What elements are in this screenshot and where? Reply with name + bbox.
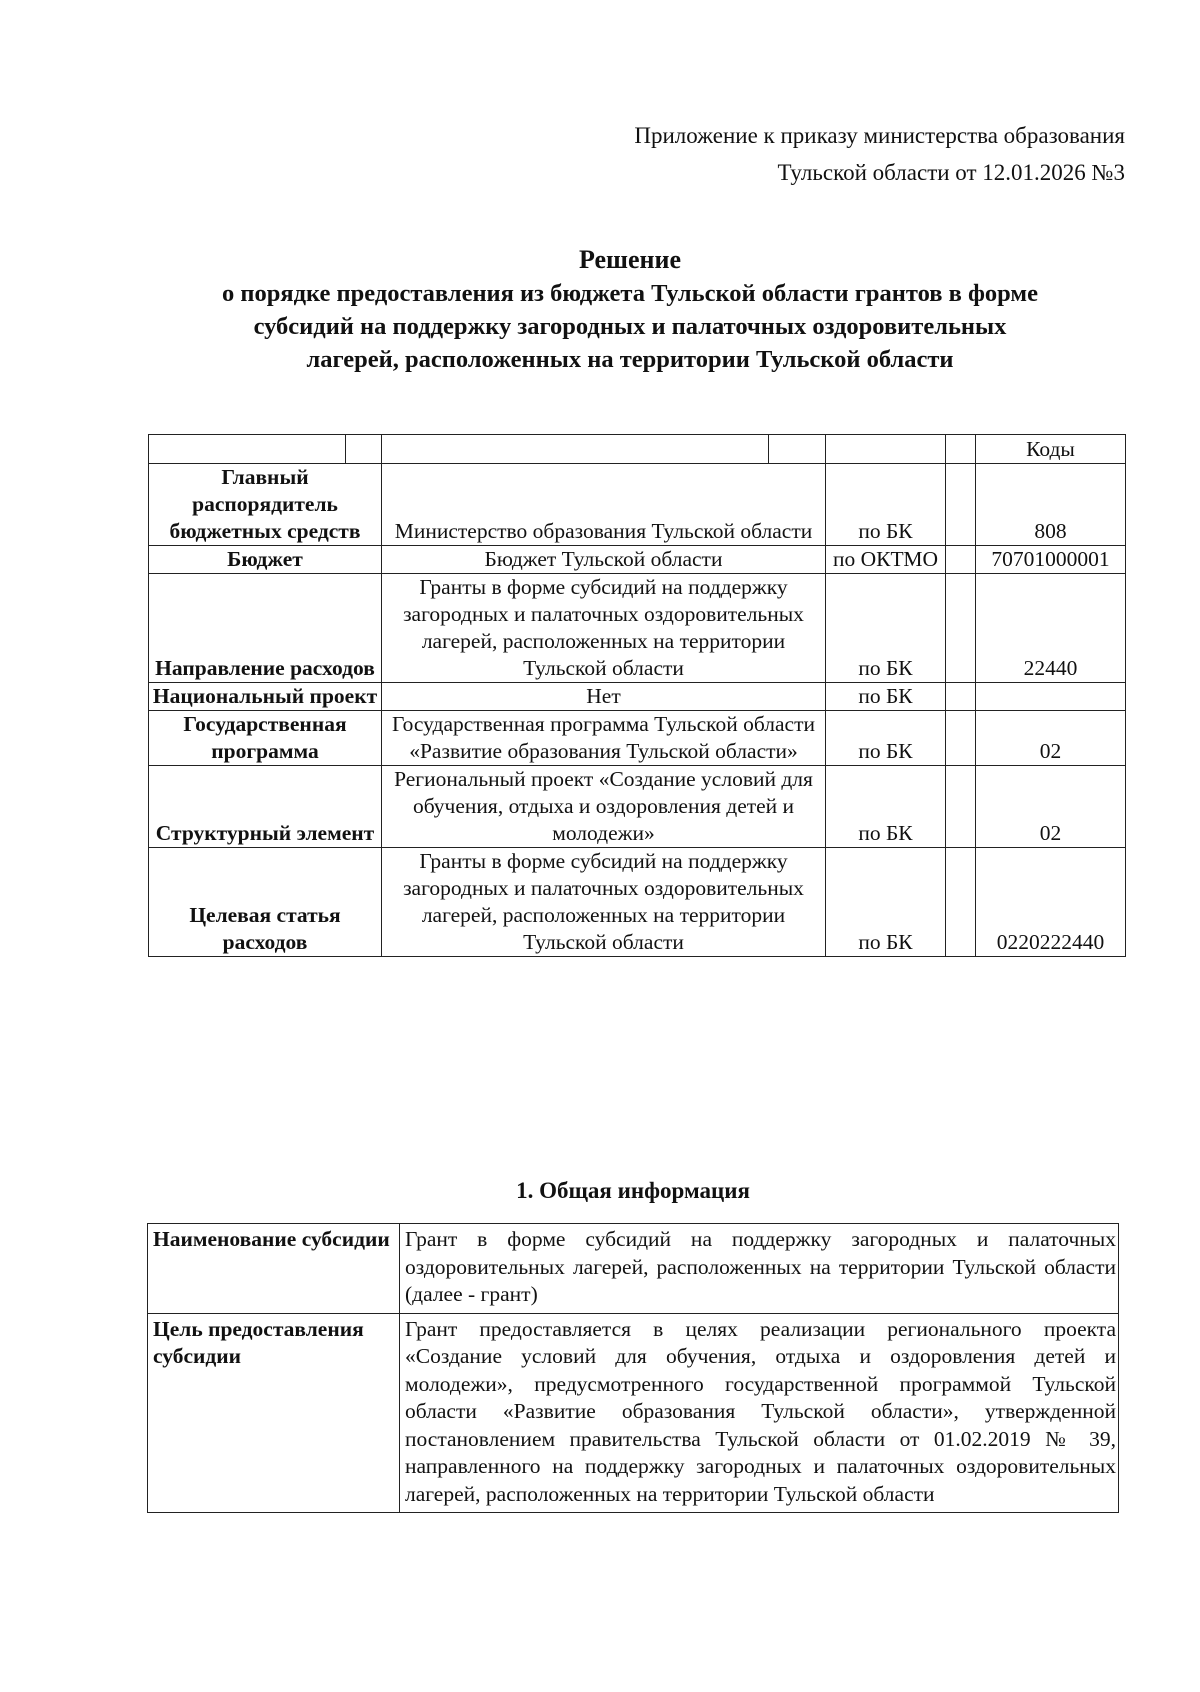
row-label: Бюджет: [149, 546, 382, 574]
codes-header: Коды: [976, 435, 1126, 464]
row-code: 22440: [976, 574, 1126, 683]
row-label: Целевая статья расходов: [149, 848, 382, 957]
appendix-header-line-2: Тульской области от 12.01.2026 №3: [777, 160, 1125, 185]
codes-header-row: [149, 435, 1126, 464]
row-label: Цель предоставления субсидии: [148, 1313, 400, 1513]
row-value: Региональный проект «Создание условий для обучения, отдыха и оздоровления детей и молодежи»: [382, 766, 826, 848]
row-label: Национальный проект: [149, 683, 382, 711]
row-code: 808: [976, 464, 1126, 546]
row-value: Грант в форме субсидий на поддержку загородных и палаточных оздоровительных лагерей, расположенных на территории Тульской области (далее - грант): [400, 1224, 1119, 1314]
table-row: [149, 683, 1126, 711]
table-row: [148, 1224, 1119, 1314]
row-label: Наименование субсидии: [148, 1224, 400, 1314]
row-value: Гранты в форме субсидий на поддержку загородных и палаточных оздоровительных лагерей, расположенных на территории Тульской области: [382, 574, 826, 683]
row-classifier: по БК: [826, 711, 946, 766]
row-value: Бюджет Тульской области: [382, 546, 826, 574]
document-title: [100, 243, 1160, 376]
row-label: Направление расходов: [149, 574, 382, 683]
row-value: Гранты в форме субсидий на поддержку загородных и палаточных оздоровительных лагерей, расположенных на территории Тульской области: [382, 848, 826, 957]
row-code: 70701000001: [976, 546, 1126, 574]
row-classifier: по БК: [826, 574, 946, 683]
row-classifier: по БК: [826, 848, 946, 957]
row-code: 0220222440: [976, 848, 1126, 957]
row-value: Грант предоставляется в целях реализации регионального проекта «Создание условий для обучения, отдыха и оздоровления детей и молодежи», предусмотренного государственной программой Тульской области «Развитие образования Тульской области», утвержденной постановлением правительства Тульской области от 01.02.2019 № 39, направленного на поддержку загородных и палаточных оздоровительных лагерей, расположенных на территории Тульской области: [400, 1313, 1119, 1513]
row-code: 02: [976, 766, 1126, 848]
row-code: [976, 683, 1126, 711]
title-line-3: лагерей, расположенных на территории Тульской области: [306, 346, 954, 373]
row-value: Министерство образования Тульской области: [382, 464, 826, 546]
row-classifier: по БК: [826, 464, 946, 546]
table-row: [149, 574, 1126, 683]
row-label: Структурный элемент: [149, 766, 382, 848]
general-info-table: [147, 1223, 1119, 1513]
row-label: Главный распорядитель бюджетных средств: [149, 464, 382, 546]
table-row: [149, 464, 1126, 546]
row-classifier: по БК: [826, 766, 946, 848]
appendix-header-line-1: Приложение к приказу министерства образования: [634, 123, 1125, 148]
section-title: 1. Общая информация: [516, 1178, 750, 1203]
table-row: [148, 1313, 1119, 1513]
row-classifier: по ОКТМО: [826, 546, 946, 574]
title-line-1: о порядке предоставления из бюджета Тульской области грантов в форме: [222, 280, 1038, 307]
row-code: 02: [976, 711, 1126, 766]
table-row: [149, 848, 1126, 957]
table-row: [149, 711, 1126, 766]
title-main: Решение: [578, 245, 682, 274]
table-row: [149, 766, 1126, 848]
title-line-2: субсидий на поддержку загородных и палаточных оздоровительных: [253, 313, 1007, 340]
row-value: Государственная программа Тульской области «Развитие образования Тульской области»: [382, 711, 826, 766]
row-label: Государственная программа: [149, 711, 382, 766]
codes-table: [148, 434, 1126, 957]
table-row: [149, 546, 1126, 574]
row-classifier: по БК: [826, 683, 946, 711]
row-value: Нет: [382, 683, 826, 711]
